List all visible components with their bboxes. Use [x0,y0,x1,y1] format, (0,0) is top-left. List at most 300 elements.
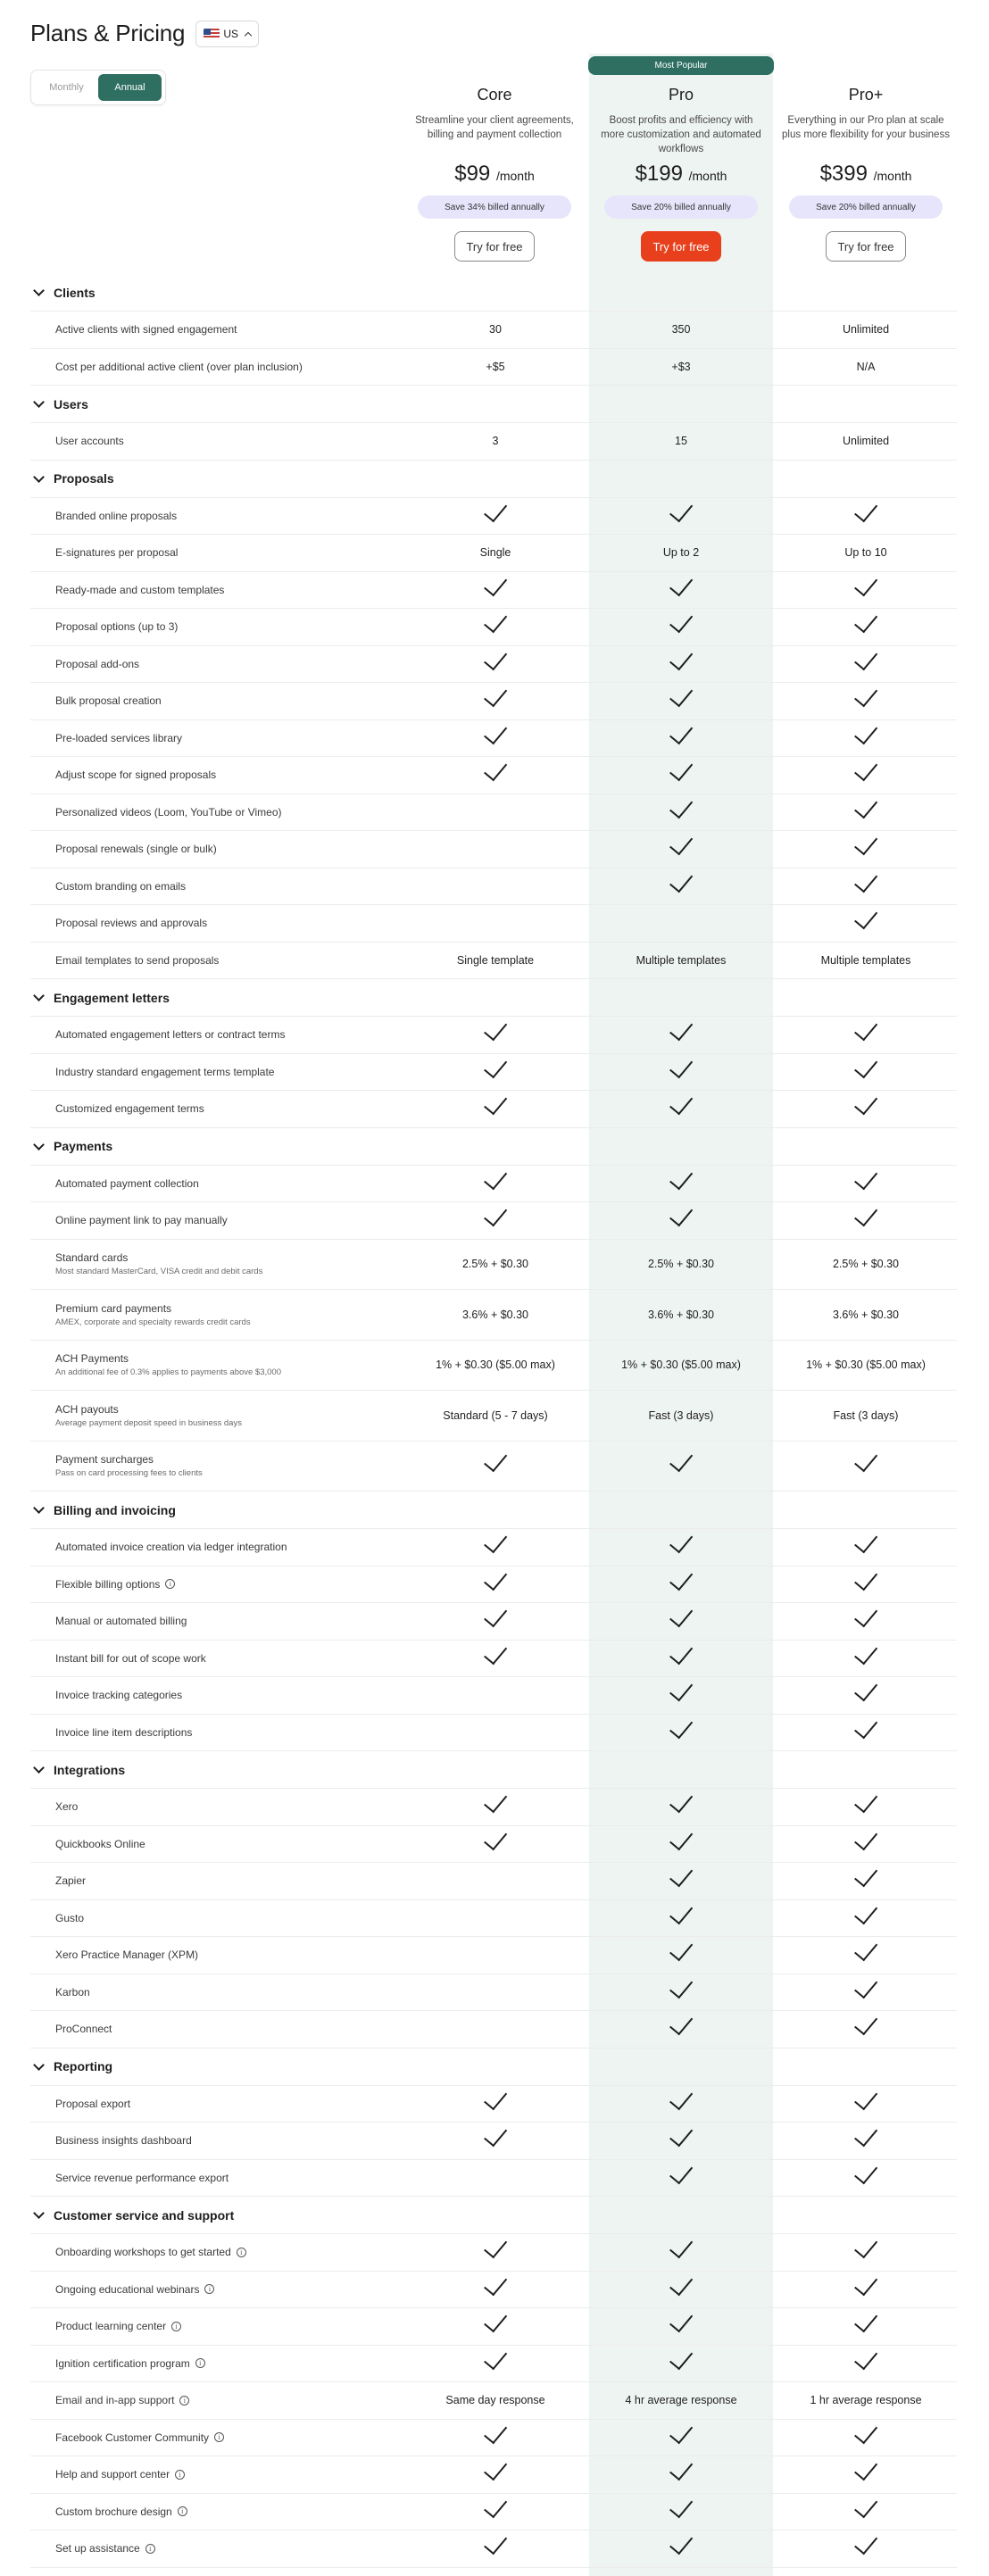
feature-label [55,1949,198,1961]
checkmark-icon [484,1566,507,1591]
feature-row [30,943,957,980]
plan-cell [403,2382,587,2419]
feature-row [30,572,957,610]
plan-cell [403,1054,587,1091]
plan-cell [403,683,587,719]
plan-cell [589,1937,773,1974]
toggle-monthly[interactable]: Monthly [49,82,84,93]
section-header[interactable] [30,1128,957,1166]
feature-label [55,1615,187,1627]
plan-cell [774,2456,958,2493]
checkmark-icon [484,646,507,670]
feature-name [55,732,182,744]
feature-name [55,843,217,855]
feature-subtext: AMEX, corporate and specialty rewards credit cards [55,1317,251,1327]
checkmark-icon [669,1974,693,1998]
cell-value: +$3 [671,360,691,373]
plan-cell [774,2160,958,2197]
feature-label [55,510,177,522]
feature-name [55,546,178,559]
checkmark-icon [484,2123,507,2147]
cell-value: 3.6% + $0.30 [647,1308,715,1321]
checkmark-icon [669,1863,693,1887]
checkmark-icon [669,2494,693,2518]
plan-cell [589,2272,773,2308]
plan-cell [774,646,958,683]
plan-cell [774,1202,958,1239]
price-amount: $399 [819,162,868,186]
section-title: Payments [54,1139,113,1153]
plan-cell [403,609,587,645]
feature-name [55,2023,112,2035]
plan-cell [774,349,958,386]
section-header[interactable] [30,2197,957,2234]
feature-name [55,2394,189,2406]
cell-value: Fast (3 days) [833,1408,899,1422]
plan-cell [589,757,773,794]
info-icon[interactable]: i [237,2248,246,2257]
plan-cell [589,943,773,979]
cell-value: N/A [856,360,876,373]
feature-name [55,1986,90,1998]
plan-cell [774,720,958,757]
section-header[interactable] [30,386,957,423]
plan-cell [589,794,773,831]
plan-cell [774,572,958,609]
feature-row [30,1166,957,1203]
feature-name [55,2172,229,2184]
try-for-free-button[interactable]: Try for free [826,231,906,262]
checkmark-icon [484,1091,507,1115]
feature-label [55,954,219,967]
plan-cell [589,831,773,868]
feature-label [55,732,182,744]
feature-name [55,1403,242,1416]
feature-name-text: Personalized videos (Loom, YouTube or Vimeo) [55,805,282,819]
checkmark-icon [854,2530,877,2555]
checkmark-icon [484,2086,507,2110]
feature-name-text: Zapier [55,1874,87,1888]
plan-cell [589,720,773,757]
price-period: /month [688,169,727,183]
page-title: Plans & Pricing [30,20,186,46]
plan-cell [774,2530,958,2567]
checkmark-icon [854,2346,877,2370]
plan-cell [774,683,958,719]
feature-name [55,917,207,929]
info-icon[interactable]: i [175,2470,185,2480]
plan-cell [774,1974,958,2011]
checkmark-icon [484,1603,507,1627]
checkmark-icon [669,2011,693,2035]
feature-name [55,323,237,336]
plan-cell [403,1715,587,1751]
cell-value: Up to 2 [662,546,700,560]
chevron-down-icon [33,1762,45,1774]
feature-row [30,831,957,868]
checkmark-icon [854,2011,877,2035]
cell-value: 2.5% + $0.30 [832,1258,900,1271]
feature-name [55,2468,185,2480]
feature-name [55,2134,192,2147]
checkmark-icon [854,1529,877,1553]
feature-row [30,312,957,349]
feature-name [55,1874,86,1887]
checkmark-icon [854,2234,877,2258]
plan-cell [774,535,958,571]
plan-cell [589,1863,773,1899]
feature-row [30,1091,957,1128]
plan-cell [403,1789,587,1825]
region-selector[interactable] [195,21,259,47]
checkmark-icon [484,498,507,522]
feature-name-text: Adjust scope for signed proposals [55,769,217,782]
info-icon[interactable]: i [195,2358,205,2368]
feature-name-text: Help and support center [55,2468,170,2481]
feature-name-text: Automated invoice creation via ledger integration [55,1541,287,1554]
feature-row [30,2494,957,2531]
info-icon[interactable]: i [171,2322,181,2331]
plan-cell [774,1603,958,1640]
plan-cell [589,312,773,348]
checkmark-icon [854,2123,877,2147]
feature-row [30,1391,957,1442]
checkmark-icon [854,2308,877,2332]
plan-cell [589,1391,773,1441]
info-icon[interactable]: i [179,2396,189,2406]
feature-name-text: Ongoing educational webinars [55,2282,200,2296]
checkmark-icon [484,1054,507,1078]
plan-cell [403,1937,587,1974]
feature-name-text: Bulk proposal creation [55,694,162,708]
feature-row [30,1900,957,1938]
feature-label [55,1403,242,1428]
feature-name-text: Invoice tracking categories [55,1689,183,1702]
checkmark-icon [854,757,877,781]
feature-name [55,1251,262,1264]
checkmark-icon [484,1202,507,1226]
info-icon[interactable]: i [214,2432,224,2442]
plan-cell [403,794,587,831]
checkmark-icon [484,1448,507,1472]
checkmark-icon [669,1826,693,1850]
plan-cell [774,2346,958,2382]
feature-label [55,2468,185,2480]
feature-label [55,2357,205,2370]
feature-row [30,683,957,720]
chevron-down-icon [33,990,45,1001]
feature-row [30,423,957,461]
plan-cell [589,1166,773,1202]
plan-cell [403,1091,587,1127]
feature-row [30,2086,957,2123]
plan-cell [589,349,773,386]
plan-cell [403,2011,587,2048]
page-header [30,20,259,47]
feature-name-text: Invoice line item descriptions [55,1725,193,1739]
feature-name-text: Service revenue performance export [55,2171,229,2184]
plan-cell [589,905,773,942]
plan-cell [403,868,587,905]
try-for-free-button[interactable]: Try for free [641,231,721,262]
checkmark-icon [854,1863,877,1887]
plan-cell [774,1017,958,1053]
feature-label [55,1912,84,1924]
feature-label [55,2283,214,2296]
checkmark-icon [484,1529,507,1553]
feature-name [55,1066,274,1078]
feature-label [55,2542,155,2555]
checkmark-icon [669,2456,693,2480]
checkmark-icon [854,794,877,819]
feature-row [30,1566,957,1604]
checkmark-icon [669,794,693,819]
feature-label [55,1177,199,1190]
checkmark-icon [669,1937,693,1961]
plan-cell [774,1341,958,1391]
feature-name [55,1102,204,1115]
feature-label [55,2394,189,2406]
plan-price [772,162,960,187]
plan-cell [774,868,958,905]
feature-label [55,2023,112,2035]
plan-cell [589,1974,773,2011]
section-header[interactable] [30,979,957,1017]
feature-row [30,794,957,832]
checkmark-icon [854,1826,877,1850]
plan-cell [774,1166,958,1202]
plan-cell [403,646,587,683]
plan-cell [403,2346,587,2382]
checkmark-icon [669,757,693,781]
feature-row [30,868,957,906]
checkmark-icon [484,2530,507,2555]
checkmark-icon [669,2234,693,2258]
section-title: Customer service and support [54,2207,235,2223]
plan-description: Everything in our Pro plan at scale plus more flexibility for your business [782,115,950,140]
plan-name: Pro+ [848,86,884,104]
feature-name [55,584,224,596]
checkmark-icon [669,1715,693,1739]
section-header[interactable] [30,1492,957,1529]
feature-row [30,1641,957,1678]
feature-row [30,2160,957,2198]
plan-cell [589,1529,773,1566]
plan-cell [589,1677,773,1714]
plan-cell [774,1054,958,1091]
plan-cell [774,2382,958,2419]
feature-name [55,806,281,819]
info-icon[interactable]: i [178,2506,187,2516]
checkmark-icon [854,720,877,744]
feature-subtext: Most standard MasterCard, VISA credit and debit cards [55,1267,263,1277]
feature-row [30,609,957,646]
feature-row [30,1826,957,1864]
plan-cell [403,1341,587,1391]
checkmark-icon [854,1202,877,1226]
plan-cell [403,2086,587,2123]
feature-name-text: Cost per additional active client (over plan inclusion) [55,360,303,373]
plan-cell [403,572,587,609]
section-title: Proposals [54,471,114,486]
cell-value: Up to 10 [844,546,887,560]
checkmark-icon [854,2420,877,2444]
feature-label [55,1652,206,1665]
plan-cell [403,2420,587,2456]
feature-label [55,2098,130,2110]
plan-cell [774,1900,958,1937]
plan-cell [774,1442,958,1492]
cell-value: 1% + $0.30 ($5.00 max) [806,1359,926,1372]
plan-cell [589,1715,773,1751]
info-icon[interactable]: i [165,1579,175,1589]
checkmark-icon [669,1166,693,1190]
feature-row [30,1240,957,1291]
feature-name-text: Karbon [55,1985,90,1998]
cell-value: 1% + $0.30 ($5.00 max) [436,1359,555,1372]
checkmark-icon [484,2308,507,2332]
cell-value: 15 [675,435,687,448]
checkmark-icon [669,2086,693,2110]
plan-cell [589,1054,773,1091]
feature-label [55,1541,287,1553]
feature-label [55,323,237,336]
price-amount: $99 [454,162,491,186]
cell-value: Standard (5 - 7 days) [443,1408,548,1422]
feature-row [30,535,957,572]
plan-cell [589,1017,773,1053]
toggle-annual[interactable]: Annual [98,74,162,101]
section-header[interactable] [30,2048,957,2086]
plan-cell [589,609,773,645]
chevron-down-icon [33,471,45,483]
feature-name-text: Active clients with signed engagement [55,323,237,337]
plan-cell [403,498,587,535]
feature-name-text: Pre-loaded services library [55,731,183,744]
feature-row [30,2308,957,2346]
section-header[interactable] [30,1751,957,1789]
cell-value: 4 hr average response [625,2394,737,2407]
feature-name-text: Automated engagement letters or contract terms [55,1028,286,1042]
checkmark-icon [484,683,507,707]
feature-name [55,658,139,670]
feature-name-text: Custom branding on emails [55,879,187,893]
feature-name-text: Standard cards [55,1251,129,1265]
checkmark-icon [669,1566,693,1591]
feature-name-text: Payment surcharges [55,1453,154,1467]
feature-name [55,1302,251,1315]
plan-cell [403,1641,587,1677]
checkmark-icon [669,2160,693,2184]
price-period: /month [873,169,912,183]
info-icon[interactable]: i [204,2284,214,2294]
plan-pro-plus [772,86,960,262]
info-icon[interactable]: i [145,2544,155,2554]
plan-cell [589,1442,773,1492]
feature-name [55,1615,187,1627]
section-header[interactable] [30,461,957,498]
plan-cell [403,1290,587,1340]
plan-cell [774,2308,958,2345]
feature-label [55,1874,86,1887]
plan-cell [403,2494,587,2530]
plan-cell [403,312,587,348]
checkmark-icon [669,572,693,596]
feature-row [30,2382,957,2420]
checkmark-icon [669,1091,693,1115]
checkmark-icon [484,1641,507,1665]
save-badge: Save 20% billed annually [789,195,943,219]
checkmark-icon [484,609,507,633]
plan-cell [589,683,773,719]
plan-cell [403,1529,587,1566]
plan-cell [774,831,958,868]
checkmark-icon [484,2272,507,2296]
plan-cell [589,2456,773,2493]
plan-cell [403,1017,587,1053]
checkmark-icon [669,1789,693,1813]
feature-label [55,769,216,781]
cell-value: Single [479,546,511,560]
section-header[interactable] [30,274,957,312]
feature-label [55,2320,181,2332]
checkmark-icon [669,2420,693,2444]
plan-cell [774,2272,958,2308]
checkmark-icon [484,2420,507,2444]
plan-cell [589,2234,773,2271]
checkmark-icon [854,2494,877,2518]
checkmark-icon [854,609,877,633]
feature-subtext: Pass on card processing fees to clients [55,1468,203,1479]
plan-price [587,162,775,187]
feature-name-text: Flexible billing options [55,1577,161,1591]
feature-label [55,1726,192,1739]
plan-cell [403,1974,587,2011]
feature-name-text: Gusto [55,1911,85,1924]
feature-name [55,2320,181,2332]
feature-label [55,1302,251,1327]
feature-row [30,1202,957,1240]
cell-value: 1% + $0.30 ($5.00 max) [621,1359,741,1372]
feature-name-text: Business insights dashboard [55,2134,192,2148]
billing-toggle [30,70,166,105]
checkmark-icon [669,1641,693,1665]
feature-label [55,435,124,447]
price-period: /month [495,169,535,183]
plan-cell [774,2420,958,2456]
feature-name [55,2246,246,2258]
feature-label [55,1066,274,1078]
feature-name [55,620,178,633]
feature-name-text: Industry standard engagement terms template [55,1065,275,1078]
checkmark-icon [854,1603,877,1627]
feature-name [55,361,303,373]
checkmark-icon [669,1900,693,1924]
plan-cell [403,905,587,942]
feature-row [30,1715,957,1752]
feature-row [30,2011,957,2048]
cell-value: 30 [489,323,502,337]
feature-name [55,1912,84,1924]
checkmark-icon [854,572,877,596]
try-for-free-button[interactable]: Try for free [454,231,535,262]
plan-cell [774,609,958,645]
plan-cell [774,2086,958,2123]
feature-row [30,1974,957,2012]
plan-cell [774,423,958,460]
feature-label [55,2172,229,2184]
checkmark-icon [669,1054,693,1078]
